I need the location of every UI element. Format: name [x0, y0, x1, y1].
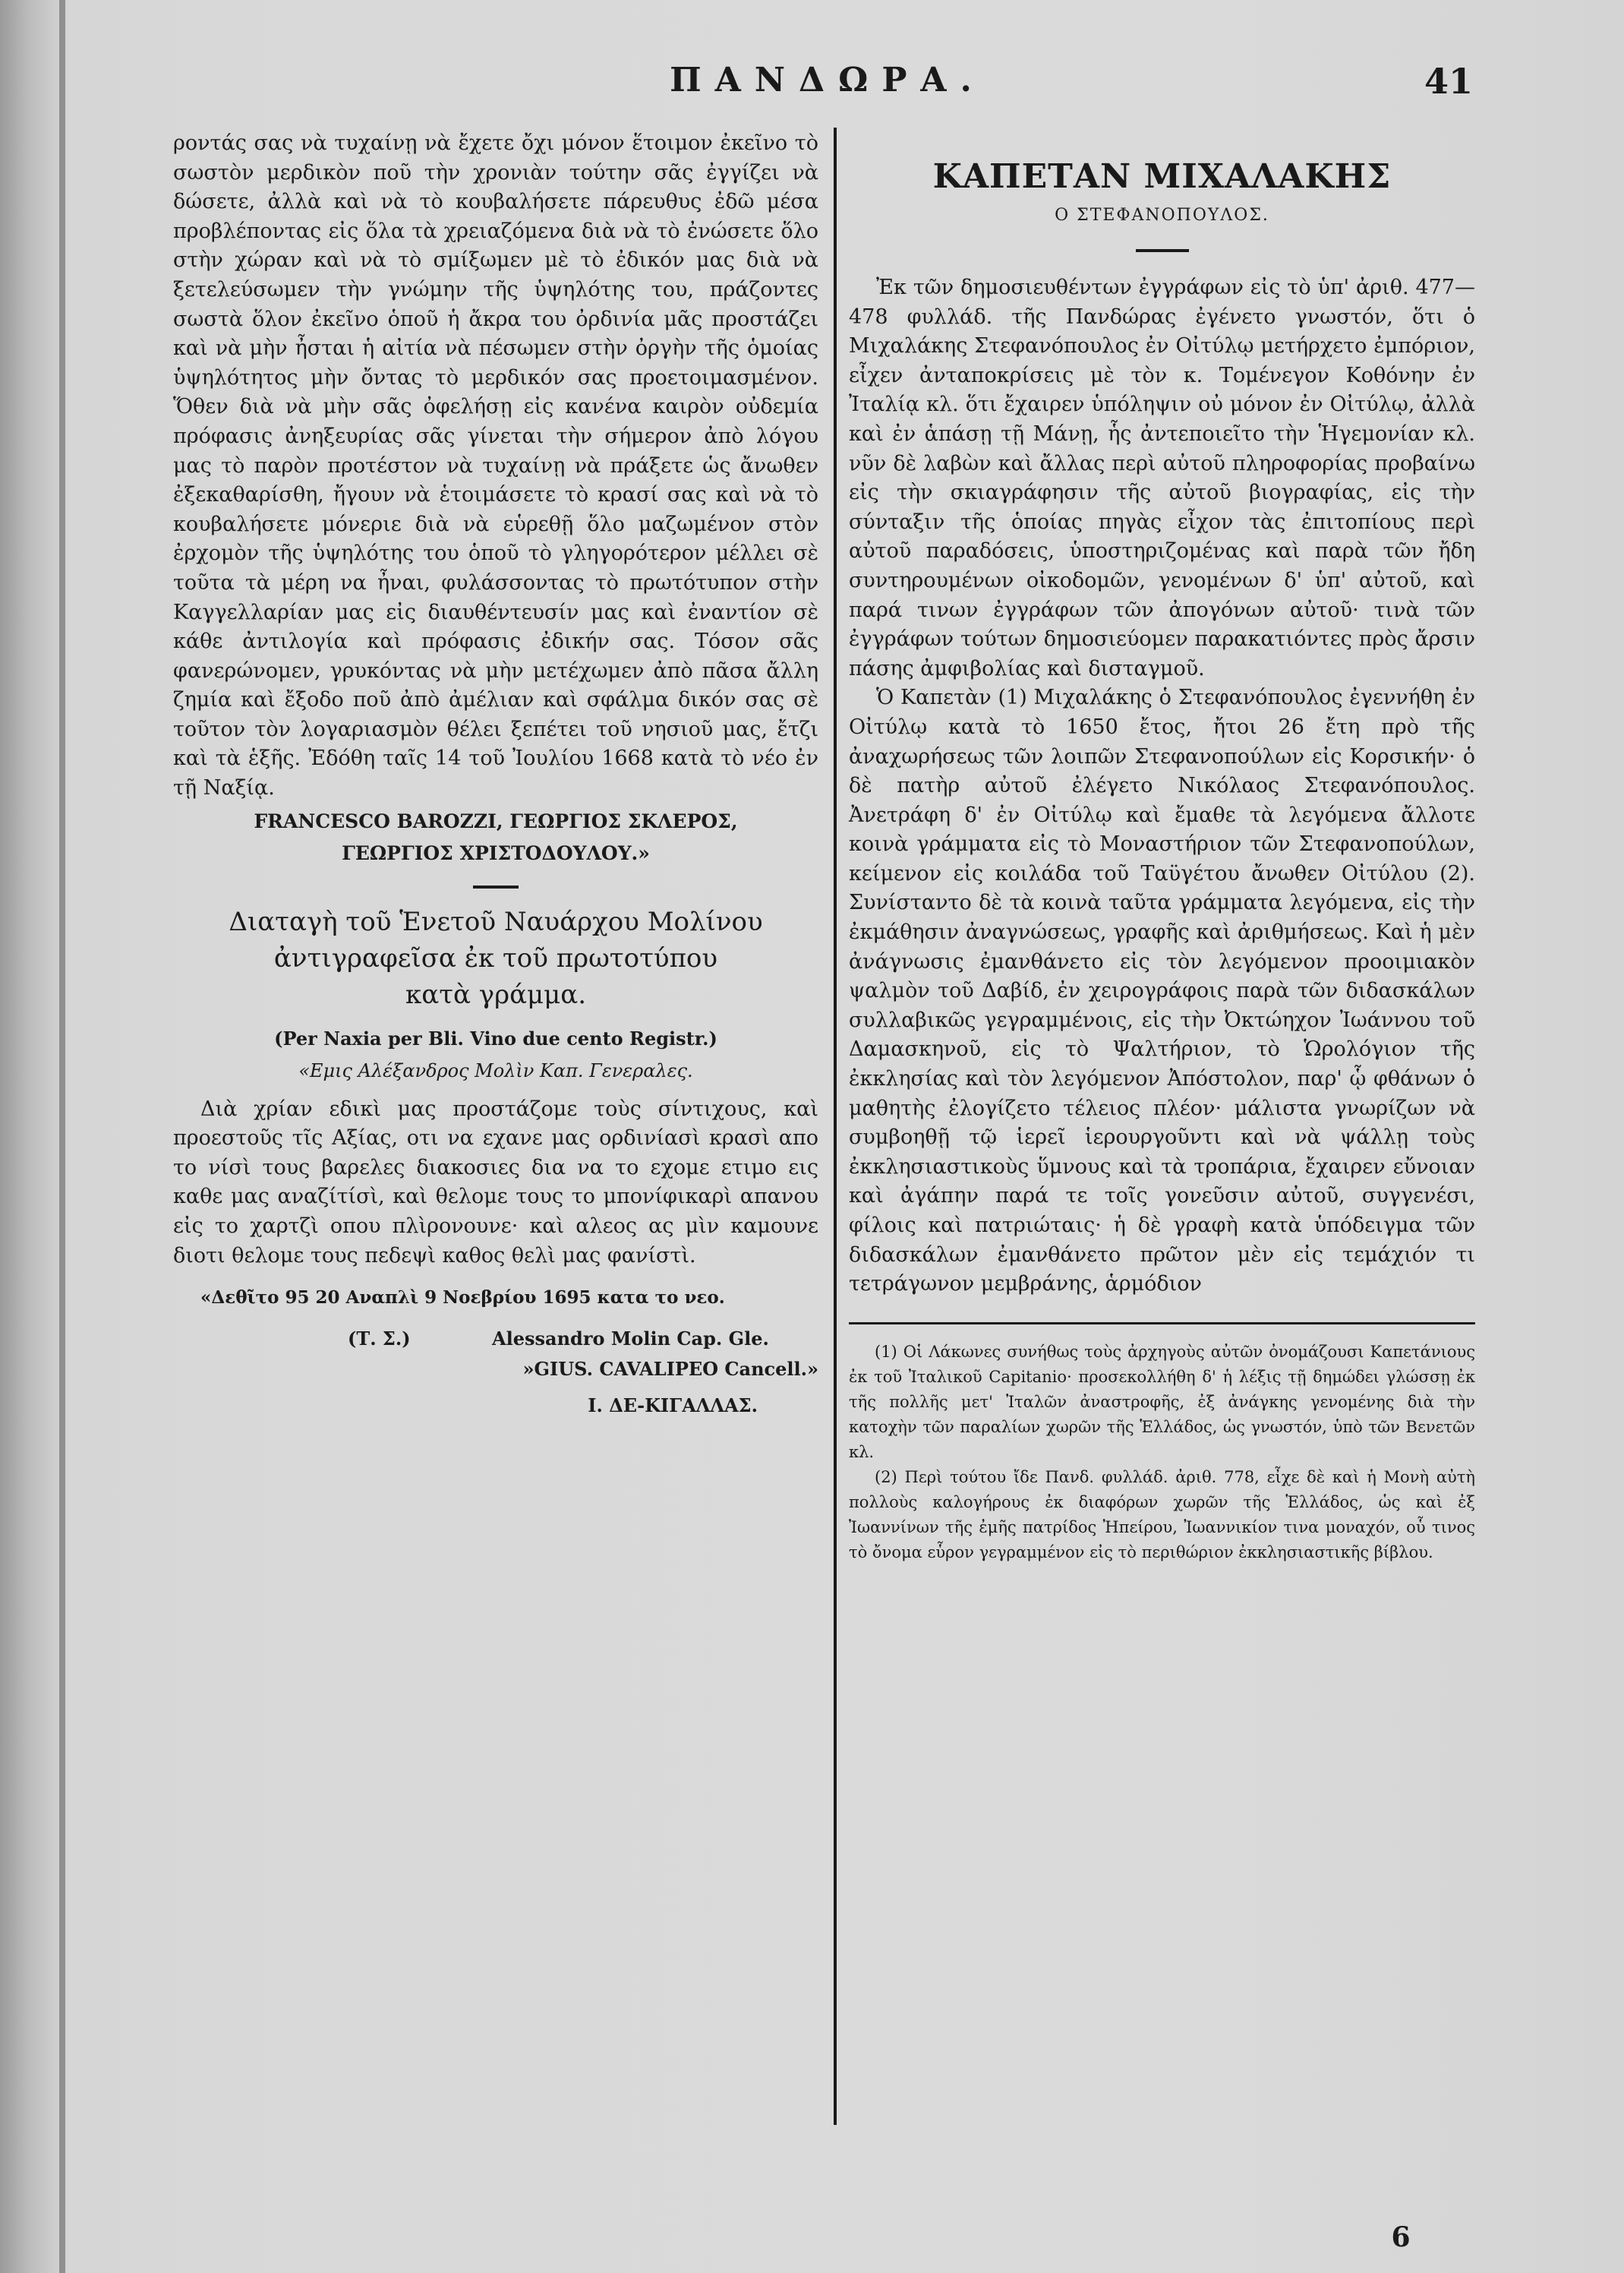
page-number: 41: [1424, 61, 1473, 102]
order-title-line-1: Διαταγὴ τοῦ Ἑνετοῦ Ναυάρχου Μολίνου: [229, 906, 763, 937]
seal-mark: (Τ. Σ.): [348, 1327, 411, 1350]
signature-molin: Alessandro Molin Cap. Gle.: [492, 1327, 769, 1350]
signatories-line-1: FRANCESCO BAROZZI, ΓΕΩΡΓΙΟΣ ΣΚΛΕΡΟΣ,: [254, 810, 738, 832]
printer-signature-mark: 6: [1391, 2221, 1411, 2253]
signature-cavalipeo: »GIUS. CAVALIPEO Cancell.»: [522, 1358, 818, 1381]
right-column: [849, 129, 1475, 2256]
footnote-2: (2) Περὶ τούτου ἴδε Πανδ. φυλλάδ. ἀριθ. 778, εἶχε δὲ καὶ ἡ Μονὴ αὐτὴ πολλοὺς καλογήρους ἐκ διαφόρων χωρῶν τῆς Ἑλλάδος, ὡς καὶ ἐξ Ἰωαννίνων τῆς ἐμῆς πατρίδος Ἠπείρου, Ἰωαννικίον τινα μοναχόν, οὗ τινος τὸ ὄνομα εὗρον γεγραμμένον εἰς τὸ περιθώριον ἐκκλησιαστικῆς βίβλου.: [849, 1467, 1475, 1561]
article-title: ΚΑΠΕΤΑΝ ΜΙΧΑΛΑΚΗΣ: [932, 157, 1392, 196]
order-date-line: «Δεθῖτο 95 20 Αναπλὶ 9 Νοεβρίου 1695 κατα το νεο.: [200, 1287, 725, 1309]
article-author: Ι. ΔΕ-ΚΙΓΑΛΛΑΣ.: [588, 1394, 758, 1417]
left-column: [173, 129, 818, 2195]
article-paragraph-2: Ὁ Καπετὰν (1) Μιχαλάκης ὁ Στεφανόπουλος ἐγεννήθη ἐν Οἰτύλῳ κατὰ τὸ 1650 ἔτος, ἤτοι 26 ἔτη πρὸ τῆς ἀναχωρήσεως τῶν λοιπῶν Στεφανοπούλων εἰς Κορσικήν· ὁ δὲ πατὴρ αὐτοῦ ἐλέγετο Νικόλαος Στεφανόπουλος. Ἀνετράφη δ' ἐν Οἰτύλῳ καὶ ἔμαθε τὰ λεγόμενα ἄλλοτε κοινὰ γράμματα εἰς τὸ Μοναστήριον τῶν Στεφανοπούλων, κείμενον εἰς κοιλάδα τοῦ Ταϋγέτου ἄνωθεν Οἰτύλου (2). Συνίσταντο δὲ τὰ κοινὰ ταῦτα γράμματα λεγόμενα, εἰς τὴν ἐκμάθησιν ἀναγνώσεως, γραφῆς καὶ ἀριθμήσεως. Καὶ ἡ μὲν ἀνάγνωσις ἐμανθάνετο εἰς τὸν λεγόμενον προοιμιακὸν ψαλμὸν τοῦ Δαβίδ, ἐν χειρογράφοις παρὰ τῶν διδασκάλων συλλαβικῶς γεγραμμένοις, εἰς τὴν Ὀκτώηχον Ἰωάννου τοῦ Δαμασκηνοῦ, εἰς τὸ Ψαλτήριον, τὸ Ὡρολόγιον τῆς ἐκκλησίας καὶ τὸν λεγόμενον Ἀπόστολον, παρ' ᾧ φθάνων ὁ μαθητὴς ἐλογίζετο τέλειος πλέον· μάλιστα γνωρίζων νὰ συμβοηθῇ τῷ ἱερεῖ ἱερουργοῦντι καὶ νὰ ψάλλῃ τοὺς ἐκκλησιαστικοὺς ὕμνους καὶ τὰ τροπάρια, ἔχαιρεν εὔνοιαν καὶ ἀγάπην παρά τε τοῖς γονεῦσιν αὐτοῦ, συγγενέσι, φίλοις καὶ πατριώταις· ἡ δὲ γραφὴ κατὰ ὑπόδειγμα τῶν διδασκάλων ἐμανθάνετο πρῶτον μὲν εἰς τεμάχιόν τι τετράγωνον μεμβράνης, ἁρμόδιον: [849, 686, 1475, 1296]
order-title-line-3: κατὰ γράμμα.: [405, 979, 587, 1010]
footnote-1: (1) Οἱ Λάκωνες συνήθως τοὺς ἀρχηγοὺς αὐτῶν ὀνομάζουσι Καπετάνιους ἐκ τοῦ Ἰταλικοῦ Capitanio· προσεκολλήθη δ' ἡ λέξις τῇ δημώδει γλώσσῃ ἐκ τῆς πολλῆς μετ' Ἰταλῶν ἀναστροφῆς, ἐξ ἀνάγκης γενομένης διὰ τὴν κατοχὴν τῶν παραλίων χωρῶν τῆς Ἑλλάδος, ὡς γνωστόν, ὑπὸ τῶν Βενετῶν κλ.: [849, 1342, 1475, 1461]
column-divider: [834, 128, 837, 2125]
order-title-line-2: ἀντιγραφεῖσα ἐκ τοῦ πρωτοτύπου: [273, 942, 718, 974]
section-divider: [473, 886, 519, 889]
binding-shadow: [59, 0, 65, 2273]
journal-title: ΠΑΝΔΩΡΑ.: [670, 61, 985, 99]
signatories-line-2: ΓΕΩΡΓΙΟΣ ΧΡΙΣΤΟΔΟΥΛΟΥ.»: [342, 841, 650, 864]
order-paragraph: Διὰ χρίαν εδικὶ μας προστάζομε τοὺς σίντιχους, καὶ προεστοῦς τῖς Αξίας, οτι να εχανε μας ορδινίασὶ κρασὶ απο το νίσὶ τους βαρελες διακοσιες δια να το εχομε ετιμο εις καθε μας αναζίτίσὶ, καὶ θελομε τους το μπονίφικαρὶ απανου εἰς το χαρτζὶ οπου πλὶρονουνε· καὶ αλεος ας μὶν καμουνε διοτι θελομε τους πεδεψὶ καθος θελὶ μας φανίστὶ.: [173, 1097, 818, 1268]
page-header: [0, 61, 1624, 114]
footnote-divider: [849, 1322, 1475, 1324]
order-signatures: [173, 1324, 818, 1421]
order-from: «Εμις Αλέξανδρος Μολὶν Καπ. Γενεραλες.: [298, 1059, 693, 1081]
opening-paragraph: ροντάς σας νὰ τυχαίνῃ νὰ ἔχετε ὄχι μόνον ἕτοιμον ἐκεῖνο τὸ σωστὸν μερδικὸν ποῦ τὴν χρονιὰν τούτην σᾶς ἐγγίζει νὰ δώσετε, ἀλλὰ καὶ νὰ τὸ κουβαλήσετε πάρευθυς ἐδῶ μέσα προβλέποντας εἰς ὅλα τὰ χρειαζόμενα διὰ νὰ τὸ ἐνώσετε ὅλο στὴν χώραν καὶ νὰ τὸ σμίξωμεν μὲ τὸ ἐδικόν μας διὰ νὰ ξετελεύσωμεν τὴν γνώμην τῆς ὑψηλότης του, πράζοντες σωστὰ ὅλον ἐκεῖνο ὁποῦ ἡ ἄκρα του ὀρδινία μᾶς προστάζει καὶ νὰ μὴν ἦσται ἡ αἰτία νὰ πέσωμεν στὴν ὀργὴν τῆς ὁμοίας ὑψηλότητος μὴν ὄντας τὸ μερδικόν σας προετοιμασμένον. Ὅθεν διὰ νὰ μὴν σᾶς ὀφελήσῃ εἰς κανένα καιρὸν οὐδεμία πρόφασις ἀνηξευρίας σᾶς γίνεται τὴν σήμερον ἀπὸ λόγου μας τὸ παρὸν προτέστον νὰ τυχαίνῃ νὰ πράξετε ὡς ἄνωθεν ἐξεκαθαρίσθη, ἤγουν νὰ ἑτοιμάσετε τὸ κρασί σας καὶ νὰ τὸ κουβαλήσετε μόνεριε διὰ νὰ εὑρεθῇ ὅλο μαζωμένον στὸν ἐρχομὸν τῆς ὑψηλότης του ὁποῦ τὸ γληγορότερον μέλλει σὲ τοῦτα τὰ μέρη να ἦναι, φυλάσσοντας τὸ πρωτότυπον στὴν Καγγελλαρίαν μας εἰς διαυθέντευσίν μας καὶ ἐναντίον σὲ κάθε ἀντιλογία καὶ πρόφασις ἐδικήν σας. Τόσον σᾶς φανερώνομεν, γρυκόντας νὰ μὴν μετέχωμεν ἀπὸ πᾶσα ἄλλη ζημία καὶ ἔξοδο ποῦ ἀπὸ ἀμέλιαν καὶ σφάλμα δικόν σας σὲ τοῦτον τὸν λογαριασμὸν θέλει ξεπέτει τοῦ νησιοῦ μας, ἔτζι καὶ τὰ ἑξῆς. Ἐδόθη ταῖς 14 τοῦ Ἰουλίου 1668 κατὰ τὸ νέο ἐν τῇ Ναξίᾳ.: [173, 131, 818, 800]
order-source: (Per Naxia per Bli. Vino due cento Registr.): [274, 1027, 717, 1050]
article-paragraph-1: Ἐκ τῶν δημοσιευθέντων ἐγγράφων εἰς τὸ ὑπ' ἀριθ. 477—478 φυλλάδ. τῆς Πανδώρας ἐγένετο γνωστόν, ὅτι ὁ Μιχαλάκης Στεφανόπουλος ἐν Οἰτύλῳ μετήρχετο ἐμπόριον, εἶχεν ἀνταποκρίσεις μὲ τὸν κ. Τομένεγον Κοθόνην ἐν Ἰταλίᾳ κλ. ὅτι ἔχαιρεν ὑπόληψιν οὐ μόνον ἐν Οἰτύλῳ, ἀλλὰ καὶ ἐν ἁπάσῃ τῇ Μάνῃ, ἧς ἀντεποιεῖτο τὴν Ἡγεμονίαν κλ. νῦν δὲ λαβὼν καὶ ἄλλας περὶ αὐτοῦ πληροφορίας προβαίνω εἰς τὴν σκιαγράφησιν τῆς αὐτοῦ βιογραφίας, εἰς τὴν σύνταξιν τῆς ὁποίας πηγὰς εἶχον τὰς ἐπιτοπίους περὶ αὐτοῦ παραδόσεις, ὑποστηριζομένας καὶ παρὰ τῶν ἤδη συντηρουμένων οἰκοδομῶν, γενομένων δ' ὑπ' αὐτοῦ, καὶ παρά τινων ἐγγράφων τῶν ἀπογόνων αὐτοῦ· τινὰ τῶν ἐγγράφων τούτων δημοσιεύομεν παρακατιόντες πρὸς ἄρσιν πάσης ἀμφιβολίας καὶ δισταγμοῦ.: [849, 276, 1475, 680]
title-divider: [1136, 249, 1189, 252]
article-subtitle: Ο ΣΤΕΦΑΝΟΠΟΥΛΟΣ.: [1055, 206, 1269, 225]
